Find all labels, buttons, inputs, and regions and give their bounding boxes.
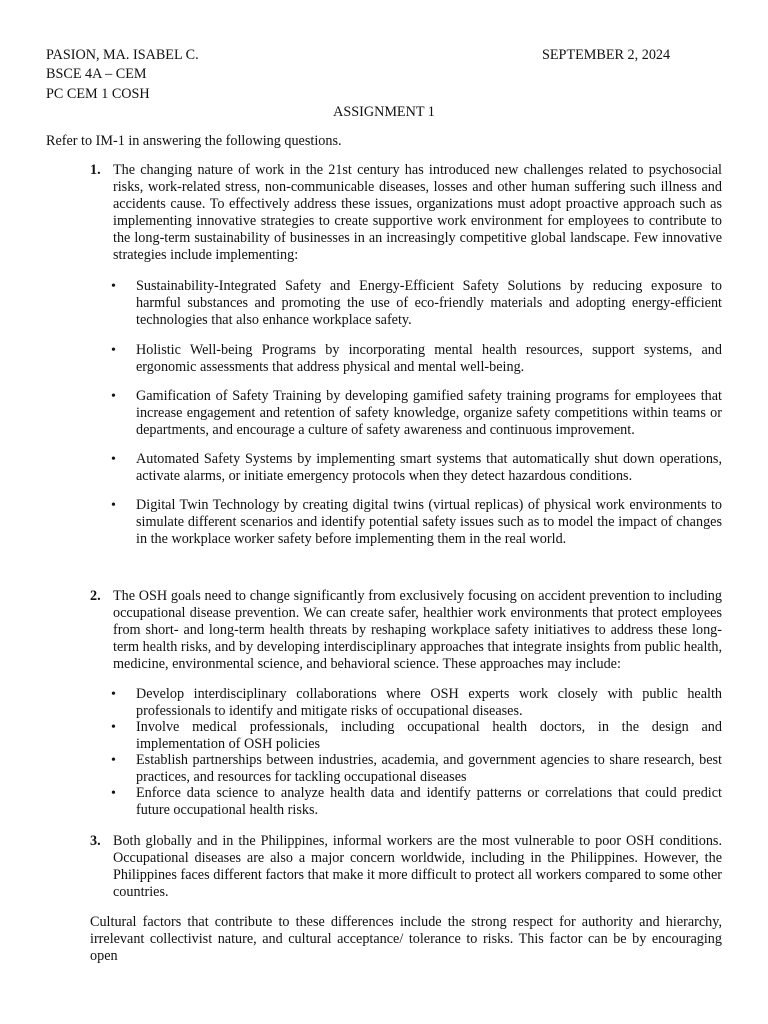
bullet-icon: • (111, 753, 116, 768)
bullet-icon: • (111, 389, 116, 404)
list-item (111, 719, 722, 753)
answer-paragraph: Cultural factors that contribute to these differences include the strong respect for authority and hierarchy, irrelevant collectivist nature, and cultural acceptance/ tolerance to risks. This factor can be by encouraging open (90, 914, 722, 964)
list-item (111, 278, 722, 329)
question-text: The changing nature of work in the 21st century has introduced new challenges related to psychosocial risks, work-related stress, non-communicable diseases, losses and other human suffering such illness and accidents cause. To effectively address these issues, organizations must adopt proactive approach such as implementing innovative strategies to create supportive work environment for employees to contribute to the long-term sustainability of businesses in an increasingly competitive global landscape. Few innovative strategies include implementing: (113, 162, 722, 263)
assignment-date: SEPTEMBER 2, 2024 (542, 47, 671, 63)
list-item-text: Gamification of Safety Training by developing gamified safety training programs for employees that increase engagement and retention of safety knowledge, organize safety competitions within teams or departments, and encourage a culture of safety awareness and continuous improvement. (136, 388, 722, 438)
list-item-text: Digital Twin Technology by creating digital twins (virtual replicas) of physical work environments to simulate different scenarios and identify potential safety issues such as to model the impact of changes in the workplace worker safety before implementing them in the real world. (136, 497, 722, 547)
bullet-icon: • (111, 498, 116, 513)
list-item-text: Develop interdisciplinary collaborations where OSH experts work closely with public health professionals to identify and mitigate risks of occupational diseases. (136, 686, 722, 719)
question-number: 3. (90, 833, 101, 849)
bullet-icon: • (111, 279, 116, 294)
question-text: The OSH goals need to change significantly from exclusively focusing on accident prevention to including occupational disease prevention. We can create safer, healthier work environments that protect employees from short- and long-term health threats by reshaping workplace safety initiatives to address these long-term health risks, and by developing interdisciplinary approaches that integrate insights from public health, medicine, environmental science, and behavioral science. These approaches may include: (113, 588, 722, 672)
list-item-text: Establish partnerships between industries, academia, and government agencies to share research, best practices, and resources for tackling occupational diseases (136, 752, 722, 785)
question-3 (90, 833, 722, 901)
student-name: PASION, MA. ISABEL C. (46, 47, 199, 63)
course-section: BSCE 4A – CEM (46, 66, 147, 82)
list-item (111, 497, 722, 548)
bullet-icon: • (111, 786, 116, 801)
bullet-icon: • (111, 343, 116, 358)
list-item (111, 752, 722, 786)
list-item-text: Enforce data science to analyze health data and identify patterns or correlations that could predict future occupational health risks. (136, 785, 722, 818)
question-number: 1. (90, 162, 101, 178)
list-item-text: Automated Safety Systems by implementing smart systems that automatically shut down operations, activate alarms, or initiate emergency protocols when they detect hazardous conditions. (136, 451, 722, 484)
list-item (111, 686, 722, 720)
bullet-icon: • (111, 687, 116, 702)
subject-code: PC CEM 1 COSH (46, 86, 150, 102)
instructions: Refer to IM-1 in answering the following questions. (46, 133, 342, 149)
list-item-text: Involve medical professionals, including occupational health doctors, in the design and implementation of OSH policies (136, 719, 722, 752)
assignment-title: ASSIGNMENT 1 (333, 104, 435, 120)
list-item (111, 342, 722, 376)
list-item (111, 785, 722, 819)
question-text: Both globally and in the Philippines, informal workers are the most vulnerable to poor OSH conditions. Occupational diseases are also a major concern worldwide, including in the Philippines. However, the Philippines faces different factors that make it more difficult to protect all workers compared to some other countries. (113, 833, 722, 900)
list-item (111, 451, 722, 485)
question-2 (90, 588, 722, 673)
bullet-icon: • (111, 452, 116, 467)
list-item (111, 388, 722, 439)
bullet-icon: • (111, 720, 116, 735)
question-1 (90, 162, 722, 264)
list-item-text: Sustainability-Integrated Safety and Energy-Efficient Safety Solutions by reducing exposure to harmful substances and promoting the use of eco-friendly materials and adopting energy-efficient technologies that also enhance workplace safety. (136, 278, 722, 328)
question-number: 2. (90, 588, 101, 604)
list-item-text: Holistic Well-being Programs by incorporating mental health resources, support systems, and ergonomic assessments that address physical and mental well-being. (136, 342, 722, 375)
